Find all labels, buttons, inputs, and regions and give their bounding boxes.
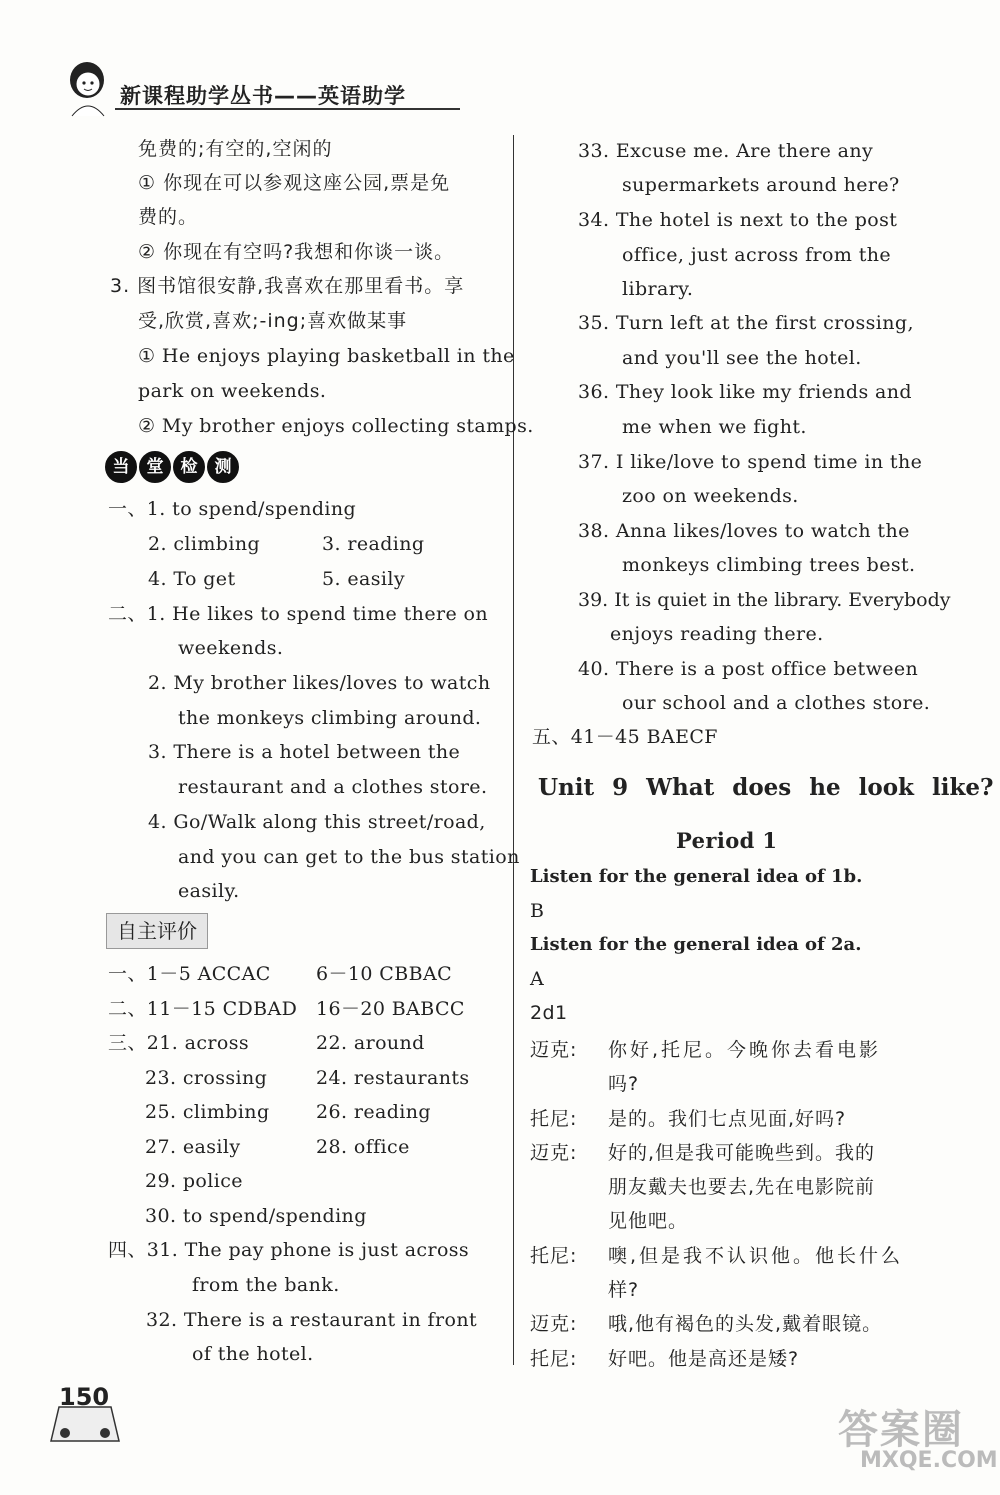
s1-3: 3. reading: [322, 533, 425, 555]
listen-1b: Listen for the general idea of 1b.: [530, 866, 863, 887]
dialog-line: 好吧。他是高还是矮?: [608, 1348, 800, 1370]
s1-5: 5. easily: [322, 568, 405, 590]
speaker: 托尼:: [530, 1348, 578, 1370]
label-2d1: 2d1: [530, 1002, 568, 1024]
left-p3-ex2: ② My brother enjoys collecting stamps.: [138, 415, 534, 437]
s2-2b: the monkeys climbing around.: [178, 707, 482, 729]
s1-2: 2. climbing: [148, 533, 261, 555]
e3-22: 22. around: [316, 1032, 425, 1054]
dialog-line: 吗?: [608, 1073, 640, 1095]
q5: 五、41－45 BAECF: [532, 726, 718, 748]
q33b: supermarkets around here?: [622, 174, 900, 196]
left-p1-ex1a: ① 你现在可以参观这座公园,票是免: [138, 172, 451, 194]
answer-2a: A: [530, 968, 545, 990]
badge-char: 当: [105, 451, 137, 483]
page-number-badge: [45, 1385, 125, 1445]
e3-30: 30. to spend/spending: [145, 1205, 367, 1227]
e2a: 二、11－15 CDBAD: [108, 998, 298, 1020]
badge-char: 检: [173, 451, 205, 483]
speaker: 迈克:: [530, 1313, 578, 1335]
dialog-line: 朋友戴夫也要去,先在电影院前: [608, 1176, 876, 1198]
q37a: 37. I like/love to spend time in the: [578, 451, 923, 473]
e3-26: 26. reading: [316, 1101, 431, 1123]
answer-1b: B: [530, 900, 545, 922]
e1a: 一、1－5 ACCAC: [108, 963, 271, 985]
speaker: 迈克:: [530, 1142, 578, 1164]
s2-3b: restaurant and a clothes store.: [178, 776, 488, 798]
s2-2a: 2. My brother likes/loves to watch: [148, 672, 491, 694]
dialog-line: 好的,但是我可能晚些到。我的: [608, 1142, 876, 1164]
mascot-icon: [60, 58, 115, 118]
left-p1: 免费的;有空的,空闲的: [138, 138, 333, 160]
q40a: 40. There is a post office between: [578, 658, 919, 680]
dialog-line: 是的。我们七点见面,好吗?: [608, 1108, 847, 1130]
watermark-url: MXQE.COM: [860, 1448, 998, 1473]
q38b: monkeys climbing trees best.: [622, 554, 916, 576]
dialog-line: 见他吧。: [608, 1210, 689, 1232]
q38a: 38. Anna likes/loves to watch the: [578, 520, 910, 542]
e3-23: 23. crossing: [145, 1067, 268, 1089]
badge-char: 堂: [139, 451, 171, 483]
dialog-line: 哦,他有褐色的头发,戴着眼镜。: [608, 1313, 883, 1335]
q37b: zoo on weekends.: [622, 485, 799, 507]
page-number: 150: [59, 1383, 110, 1411]
left-p3-ex1b: park on weekends.: [138, 380, 327, 402]
s2-1a: 二、1. He likes to spend time there on: [108, 603, 489, 625]
section-title-self-eval: 自主评价: [106, 913, 208, 949]
e2b: 16－20 BABCC: [316, 998, 465, 1020]
s2-4c: easily.: [178, 880, 240, 902]
q34c: library.: [622, 278, 694, 300]
e3-29: 29. police: [145, 1170, 243, 1192]
left-p1-ex2: ② 你现在有空吗?我想和你谈一谈。: [138, 241, 455, 263]
dialog-line: 样?: [608, 1279, 640, 1301]
left-p3b: 受,欣赏,喜欢;-ing;喜欢做某事: [138, 310, 408, 332]
e3-27: 27. easily: [145, 1136, 241, 1158]
left-p1-ex1b: 费的。: [138, 206, 199, 228]
q35b: and you'll see the hotel.: [622, 347, 862, 369]
q39a: 39. It is quiet in the library. Everybody: [578, 589, 951, 611]
q39b: enjoys reading there.: [610, 623, 824, 645]
dialog-line: 你好,托尼。今晚你去看电影: [608, 1039, 882, 1061]
e3-28: 28. office: [316, 1136, 410, 1158]
watermark-logo: 答案圈: [838, 1407, 964, 1453]
section-title-badge: [105, 451, 241, 483]
s2-4a: 4. Go/Walk along this street/road,: [148, 811, 486, 833]
badge-char: 测: [207, 451, 239, 483]
e3-21: 三、21. across: [108, 1032, 250, 1054]
q33a: 33. Excuse me. Are there any: [578, 140, 874, 162]
e3-24: 24. restaurants: [316, 1067, 470, 1089]
header-title: 新课程助学丛书——英语助学: [120, 84, 406, 108]
q36a: 36. They look like my friends and: [578, 381, 912, 403]
q34a: 34. The hotel is next to the post: [578, 209, 898, 231]
q35a: 35. Turn left at the first crossing,: [578, 312, 914, 334]
s2-1b: weekends.: [178, 637, 284, 659]
speaker: 托尼:: [530, 1245, 578, 1267]
header-rule: [115, 108, 460, 110]
s2-4b: and you can get to the bus station: [178, 846, 520, 868]
q34b: office, just across from the: [622, 244, 892, 266]
e3-25: 25. climbing: [145, 1101, 270, 1123]
q40b: our school and a clothes store.: [622, 692, 931, 714]
unit-title: Unit 9 What does he look like?: [538, 774, 994, 801]
e1b: 6－10 CBBAC: [316, 963, 453, 985]
speaker: 托尼:: [530, 1108, 578, 1130]
period-title: Period 1: [676, 828, 778, 853]
q36b: me when we fight.: [622, 416, 807, 438]
listen-2a: Listen for the general idea of 2a.: [530, 934, 862, 955]
speaker: 迈克:: [530, 1039, 578, 1061]
s1-4: 4. To get: [148, 568, 236, 590]
left-p3a: 3. 图书馆很安静,我喜欢在那里看书。享: [110, 275, 465, 297]
dialog-line: 噢,但是我不认识他。他长什么: [608, 1245, 904, 1267]
left-p3-ex1a: ① He enjoys playing basketball in the: [138, 345, 515, 367]
s2-3a: 3. There is a hotel between the: [148, 741, 461, 763]
s1-1: 一、1. to spend/spending: [108, 498, 357, 520]
e4-31b: from the bank.: [192, 1274, 340, 1296]
e4-31a: 四、31. The pay phone is just across: [108, 1239, 470, 1261]
e4-32a: 32. There is a restaurant in front: [146, 1309, 477, 1331]
column-divider: [513, 135, 514, 1365]
e4-32b: of the hotel.: [192, 1343, 314, 1365]
